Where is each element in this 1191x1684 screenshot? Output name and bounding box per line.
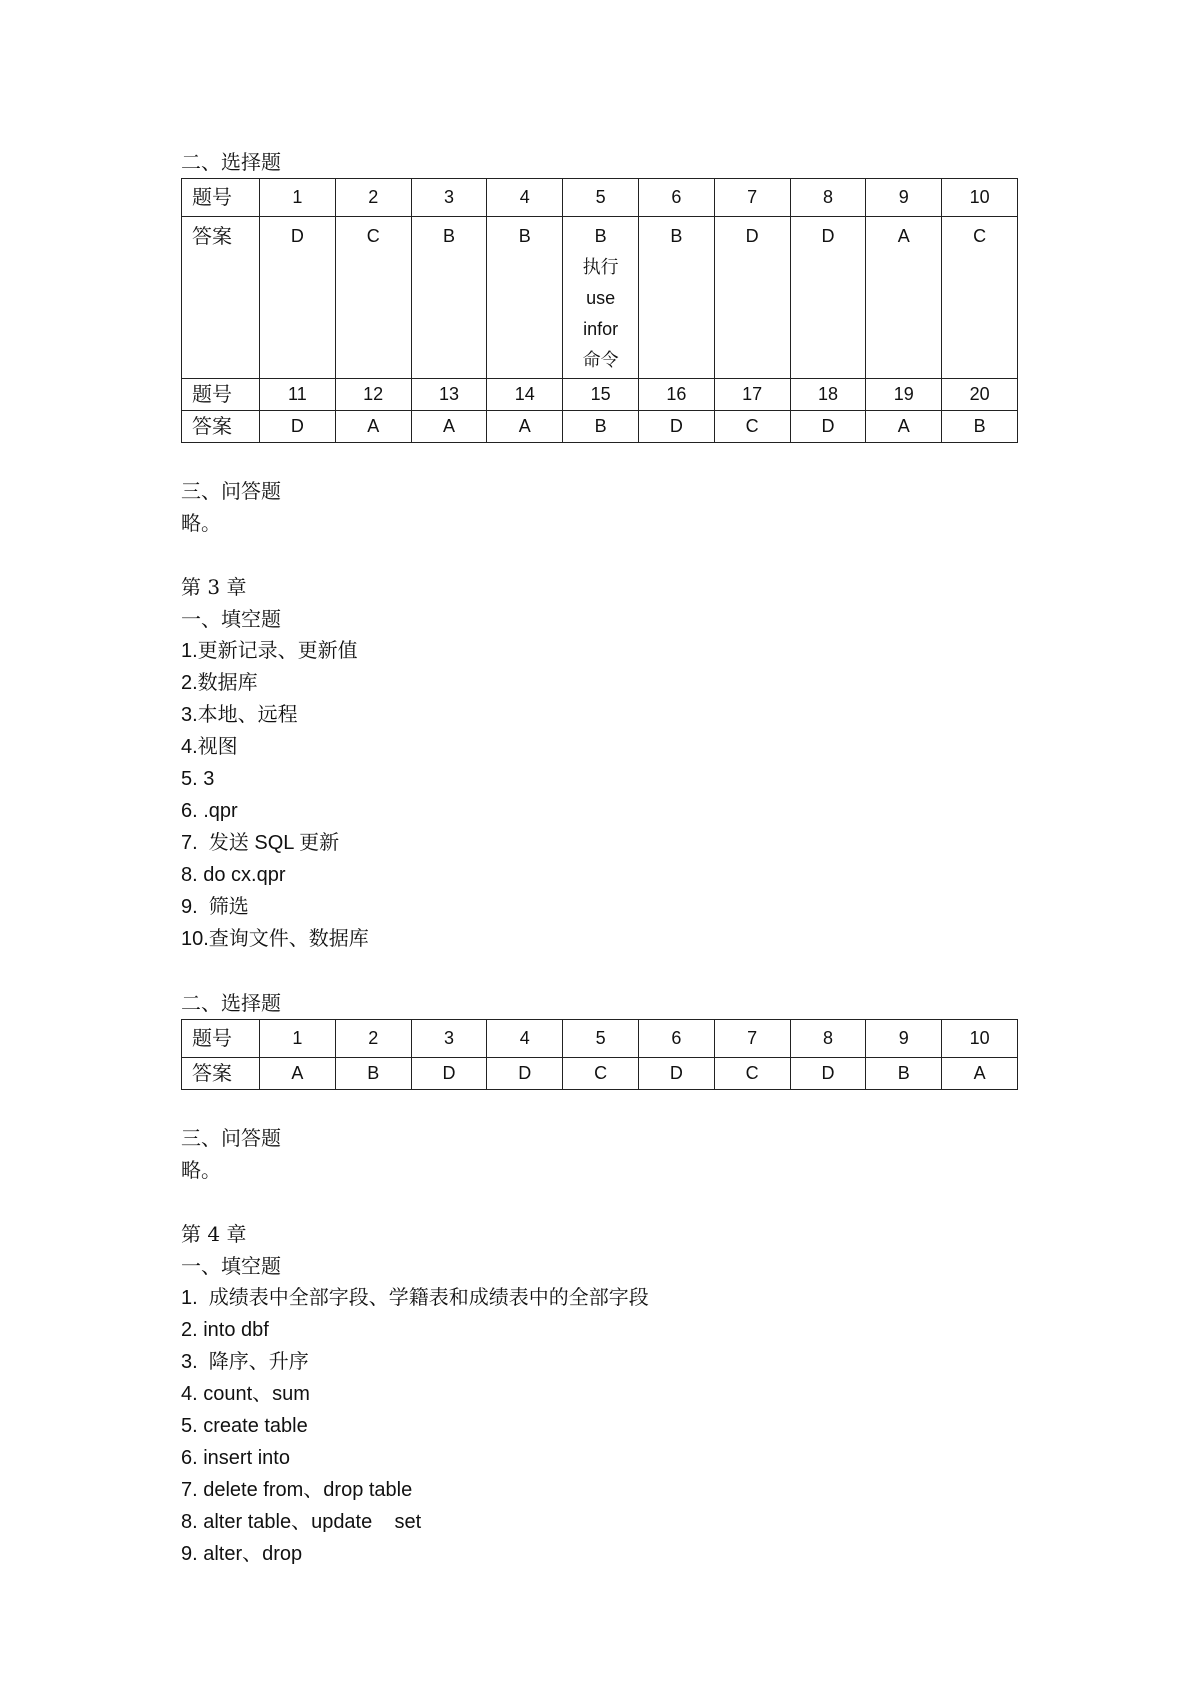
list-item: 4.视图 xyxy=(181,736,238,758)
table-cell: D xyxy=(260,411,336,443)
table-cell: B xyxy=(487,217,563,379)
table-cell: B xyxy=(411,217,487,379)
table-cell: 10 xyxy=(942,1020,1018,1058)
table-row xyxy=(182,1058,1018,1090)
list-item: 1. 成绩表中全部字段、学籍表和成绩表中的全部字段 xyxy=(181,1287,649,1309)
table-cell: D xyxy=(790,1058,866,1090)
table-cell: C xyxy=(563,1058,639,1090)
table-cell: A xyxy=(866,217,942,379)
table-cell: 5 xyxy=(563,179,639,217)
section-heading: 三、问答题 xyxy=(181,479,281,503)
table-row xyxy=(182,1020,1018,1058)
table-cell: 8 xyxy=(790,1020,866,1058)
table-cell: B xyxy=(335,1058,411,1090)
table-cell: 16 xyxy=(638,379,714,411)
table-cell: A xyxy=(487,411,563,443)
row-label: 题号 xyxy=(182,379,260,411)
document-page xyxy=(181,146,1021,1570)
table-row xyxy=(182,379,1018,411)
table-cell: 7 xyxy=(714,1020,790,1058)
table-cell: B xyxy=(563,411,639,443)
table-cell: 9 xyxy=(866,1020,942,1058)
list-item: 3.本地、远程 xyxy=(181,704,298,726)
row-label: 题号 xyxy=(182,1020,260,1058)
table-cell: 18 xyxy=(790,379,866,411)
section-heading: 二、选择题 xyxy=(181,991,281,1015)
table-cell: 2 xyxy=(335,179,411,217)
table-cell: 2 xyxy=(335,1020,411,1058)
section-heading: 二、选择题 xyxy=(181,150,281,174)
table-cell: A xyxy=(866,411,942,443)
table-cell: D xyxy=(260,217,336,379)
table-cell: 6 xyxy=(638,179,714,217)
table-cell: D xyxy=(411,1058,487,1090)
chapter-title: 第 4 章 xyxy=(181,1222,247,1246)
table-cell: C xyxy=(335,217,411,379)
table-cell: 4 xyxy=(487,1020,563,1058)
list-item: 8. do cx.qpr xyxy=(181,864,286,886)
row-label: 答案 xyxy=(182,411,260,443)
table-cell: D xyxy=(790,411,866,443)
table-cell: B 执行 use infor 命令 xyxy=(563,217,639,379)
table-cell: 5 xyxy=(563,1020,639,1058)
list-item: 7. delete from、drop table xyxy=(181,1479,413,1501)
list-item: 5. 3 xyxy=(181,768,215,790)
chapter-title: 第 3 章 xyxy=(181,575,247,599)
table-cell: 14 xyxy=(487,379,563,411)
table-cell: 20 xyxy=(942,379,1018,411)
list-item: 7. 发送 SQL 更新 xyxy=(181,832,340,854)
section-heading: 一、填空题 xyxy=(181,1254,281,1278)
table-cell: 4 xyxy=(487,179,563,217)
list-item: 9. 筛选 xyxy=(181,896,249,918)
table-cell: 1 xyxy=(260,179,336,217)
table-cell: 6 xyxy=(638,1020,714,1058)
table-cell: C xyxy=(714,1058,790,1090)
table-cell: 1 xyxy=(260,1020,336,1058)
row-label: 题号 xyxy=(182,179,260,217)
list-item: 8. alter table、update set xyxy=(181,1511,422,1533)
table-cell: D xyxy=(638,1058,714,1090)
table-cell: 3 xyxy=(411,179,487,217)
table-cell: A xyxy=(335,411,411,443)
list-item: 6. .qpr xyxy=(181,800,238,822)
table-cell: 9 xyxy=(866,179,942,217)
table-cell: B xyxy=(638,217,714,379)
table-row xyxy=(182,411,1018,443)
answer-table xyxy=(181,1019,1018,1090)
paragraph: 略。 xyxy=(181,1158,221,1182)
table-cell: 11 xyxy=(260,379,336,411)
list-item: 6. insert into xyxy=(181,1447,290,1469)
table-cell: 8 xyxy=(790,179,866,217)
table-cell: B xyxy=(866,1058,942,1090)
list-item: 3. 降序、升序 xyxy=(181,1351,309,1373)
table-cell: D xyxy=(638,411,714,443)
answer-table xyxy=(181,178,1018,443)
table-cell: D xyxy=(487,1058,563,1090)
table-cell: 19 xyxy=(866,379,942,411)
table-cell: 10 xyxy=(942,179,1018,217)
table-cell: 7 xyxy=(714,179,790,217)
section-heading: 三、问答题 xyxy=(181,1126,281,1150)
table-cell: 12 xyxy=(335,379,411,411)
row-label: 答案 xyxy=(182,1058,260,1090)
table-row xyxy=(182,217,1018,379)
section-heading: 一、填空题 xyxy=(181,607,281,631)
table-cell: C xyxy=(714,411,790,443)
table-cell: A xyxy=(411,411,487,443)
list-item: 1.更新记录、更新值 xyxy=(181,640,358,662)
table-cell: B xyxy=(942,411,1018,443)
list-item: 2. into dbf xyxy=(181,1319,269,1341)
table-cell: D xyxy=(790,217,866,379)
table-cell: D xyxy=(714,217,790,379)
list-item: 9. alter、drop xyxy=(181,1543,303,1565)
table-cell: 17 xyxy=(714,379,790,411)
list-item: 2.数据库 xyxy=(181,672,258,694)
list-item: 4. count、sum xyxy=(181,1383,310,1405)
table-cell: 15 xyxy=(563,379,639,411)
row-label: 答案 xyxy=(182,217,260,379)
list-item: 5. create table xyxy=(181,1415,308,1437)
table-row xyxy=(182,179,1018,217)
table-cell: 3 xyxy=(411,1020,487,1058)
table-cell: A xyxy=(942,1058,1018,1090)
table-cell: 13 xyxy=(411,379,487,411)
table-cell: A xyxy=(260,1058,336,1090)
list-item: 10.查询文件、数据库 xyxy=(181,928,369,950)
paragraph: 略。 xyxy=(181,511,221,535)
table-cell: C xyxy=(942,217,1018,379)
